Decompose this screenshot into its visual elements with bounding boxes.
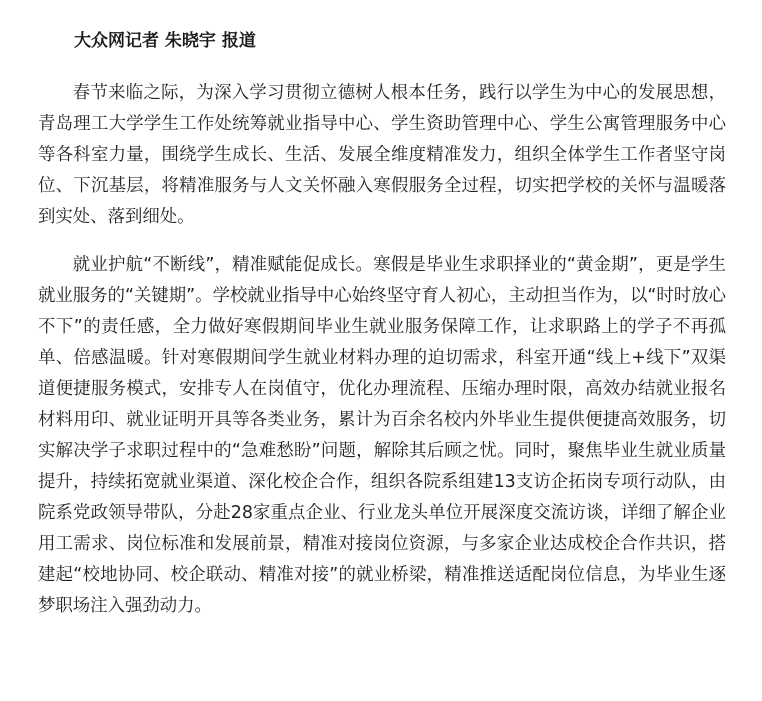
article-byline: 大众网记者 朱晓宇 报道 [74,31,256,51]
article-paragraph-2: 就业护航“不断线”，精准赋能促成长。寒假是毕业生求职择业的“黄金期”，更是学生就业服务的“关键期”。学校就业指导中心始终坚守育人初心，主动担当作为，以“时时放心不下”的责任感，全力做好寒假期间毕业生就业服务保障工作，让求职路上的学子不再孤单、倍感温暖。针对寒假期间学生就业材料办理的迫切需求，科室开通“线上+线下”双渠道便捷服务模式，安排专人在岗值守，优化办理流程、压缩办理时限，高效办结就业报名材料用印、就业证明开具等各类业务，累计为百余名校内外毕业生提供便捷高效服务，切实解决学子求职过程中的“急难愁盼”问题，解除其后顾之忧。同时，聚焦毕业生就业质量提升，持续拓宽就业渠道、深化校企合作，组织各院系组建13支访企拓岗专项行动队，由院系党政领导带队，分赴28家重点企业、行业龙头单位开展深度交流访谈，详细了解企业用工需求、岗位标准和发展前景，精准对接岗位资源，与多家企业达成校企合作共识，搭建起“校地协同、校企联动、精准对接”的就业桥梁，精准推送适配岗位信息，为毕业生逐梦职场注入强劲动力。 [38,255,726,616]
article-paragraph-1: 春节来临之际，为深入学习贯彻立德树人根本任务，践行以学生为中心的发展思想，青岛理工大学学生工作处统筹就业指导中心、学生资助管理中心、学生公寓管理服务中心等各科室力量，围绕学生成长、生活、发展全维度精准发力，组织全体学生工作者坚守岗位、下沉基层，将精准服务与人文关怀融入寒假服务全过程，切实把学校的关怀与温暖落到实处、落到细处。 [38,83,726,227]
